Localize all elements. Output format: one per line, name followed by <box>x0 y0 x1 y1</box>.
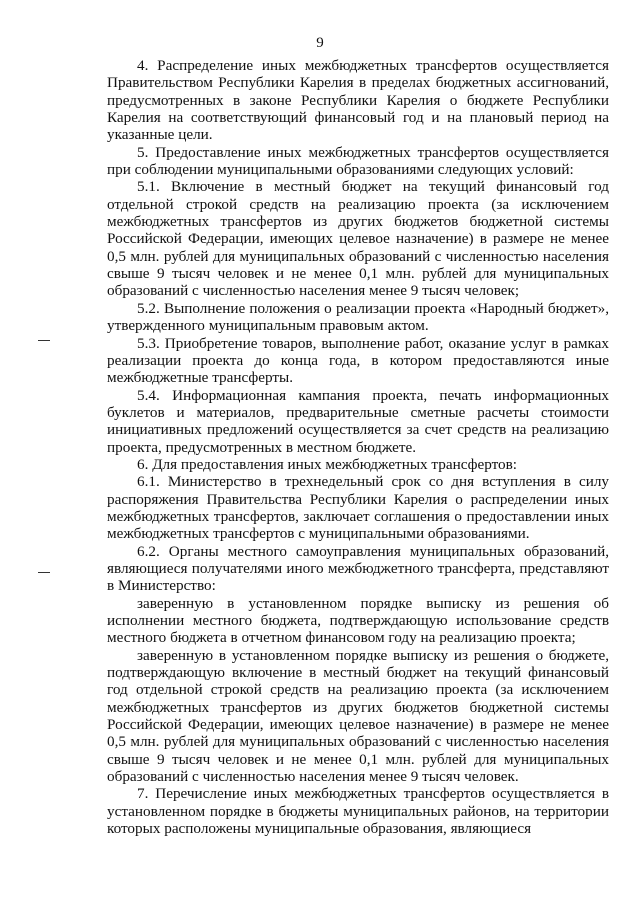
paragraph-5-2: 5.2. Выполнение положения о реализации проекта «Народный бюджет», утвержденного муниципальным правовым актом. <box>107 299 609 335</box>
paragraph-7: 7. Перечисление иных межбюджетных трансфертов осуществляется в установленном порядке в бюджеты муниципальных районов, на территории которых расположены муниципальные образования, являющиеся <box>107 785 609 838</box>
paragraph-6-1: 6.1. Министерство в трехнедельный срок со дня вступления в силу распоряжения Правительства Республики Карелия о распределении иных межбюджетных трансфертов, заключает соглашения о предоставлении иных межбюджетных трансфертов с муниципальными образованиями. <box>107 473 609 543</box>
paragraph-5-1: 5.1. Включение в местный бюджет на текущий финансовый год отдельной строкой средств на реализацию проекта (за исключением межбюджетных трансфертов из других бюджетов бюджетной системы Российской Федерации, имеющих целевое назначение) в размере не менее 0,5 млн. рублей для муниципальных образований с численностью населения свыше 9 тысяч человек и не менее 0,1 млн. рублей для муниципальных образований с численностью населения менее 9 тысяч человек; <box>107 178 609 300</box>
paragraph-6-2-item-1: заверенную в установленном порядке выписку из решения об исполнении местного бюджета, подтверждающую использование средств местного бюджета в отчетном финансовом году на реализацию проекта; <box>107 594 609 647</box>
paragraph-6-2-item-2: заверенную в установленном порядке выписку из решения о бюджете, подтверждающую включение в местный бюджет на текущий финансовый год отдельной строкой средств на реализацию проекта (за исключением межбюджетных трансфертов из других бюджетов бюджетной системы Российской Федерации, имеющих целевое назначение) в размере не менее 0,5 млн. рублей для муниципальных образований с численностью населения свыше 9 тысяч человек и не менее 0,1 млн. рублей для муниципальных образований с численностью населения менее 9 тысяч человек. <box>107 646 609 786</box>
paragraph-5-3: 5.3. Приобретение товаров, выполнение работ, оказание услуг в рамках реализации проекта до конца года, в котором предоставляются иные межбюджетные трансферты. <box>107 334 609 387</box>
paragraph-5-4: 5.4. Информационная кампания проекта, печать информационных буклетов и материалов, предварительные сметные расчеты стоимости инициативных предложений осуществляется за счет средств на реализацию проекта, предусмотренных в местном бюджете. <box>107 386 609 456</box>
paragraph-5: 5. Предоставление иных межбюджетных трансфертов осуществляется при соблюдении муниципальными образованиями следующих условий: <box>107 143 609 179</box>
page-number: 9 <box>316 35 324 51</box>
margin-mark-bottom <box>38 572 50 573</box>
document-body <box>107 57 609 837</box>
margin-mark-top <box>38 340 50 341</box>
paragraph-6-2: 6.2. Органы местного самоуправления муниципальных образований, являющиеся получателями иного межбюджетного трансферта, представляют в Министерство: <box>107 542 609 595</box>
paragraph-4: 4. Распределение иных межбюджетных трансфертов осуществляется Правительством Республики Карелия в пределах бюджетных ассигнований, предусмотренных в законе Республики Карелия о бюджете Республики Карелия на соответствующий финансовый год и на плановый период на указанные цели. <box>107 57 609 144</box>
paragraph-6: 6. Для предоставления иных межбюджетных трансфертов: <box>137 455 518 473</box>
